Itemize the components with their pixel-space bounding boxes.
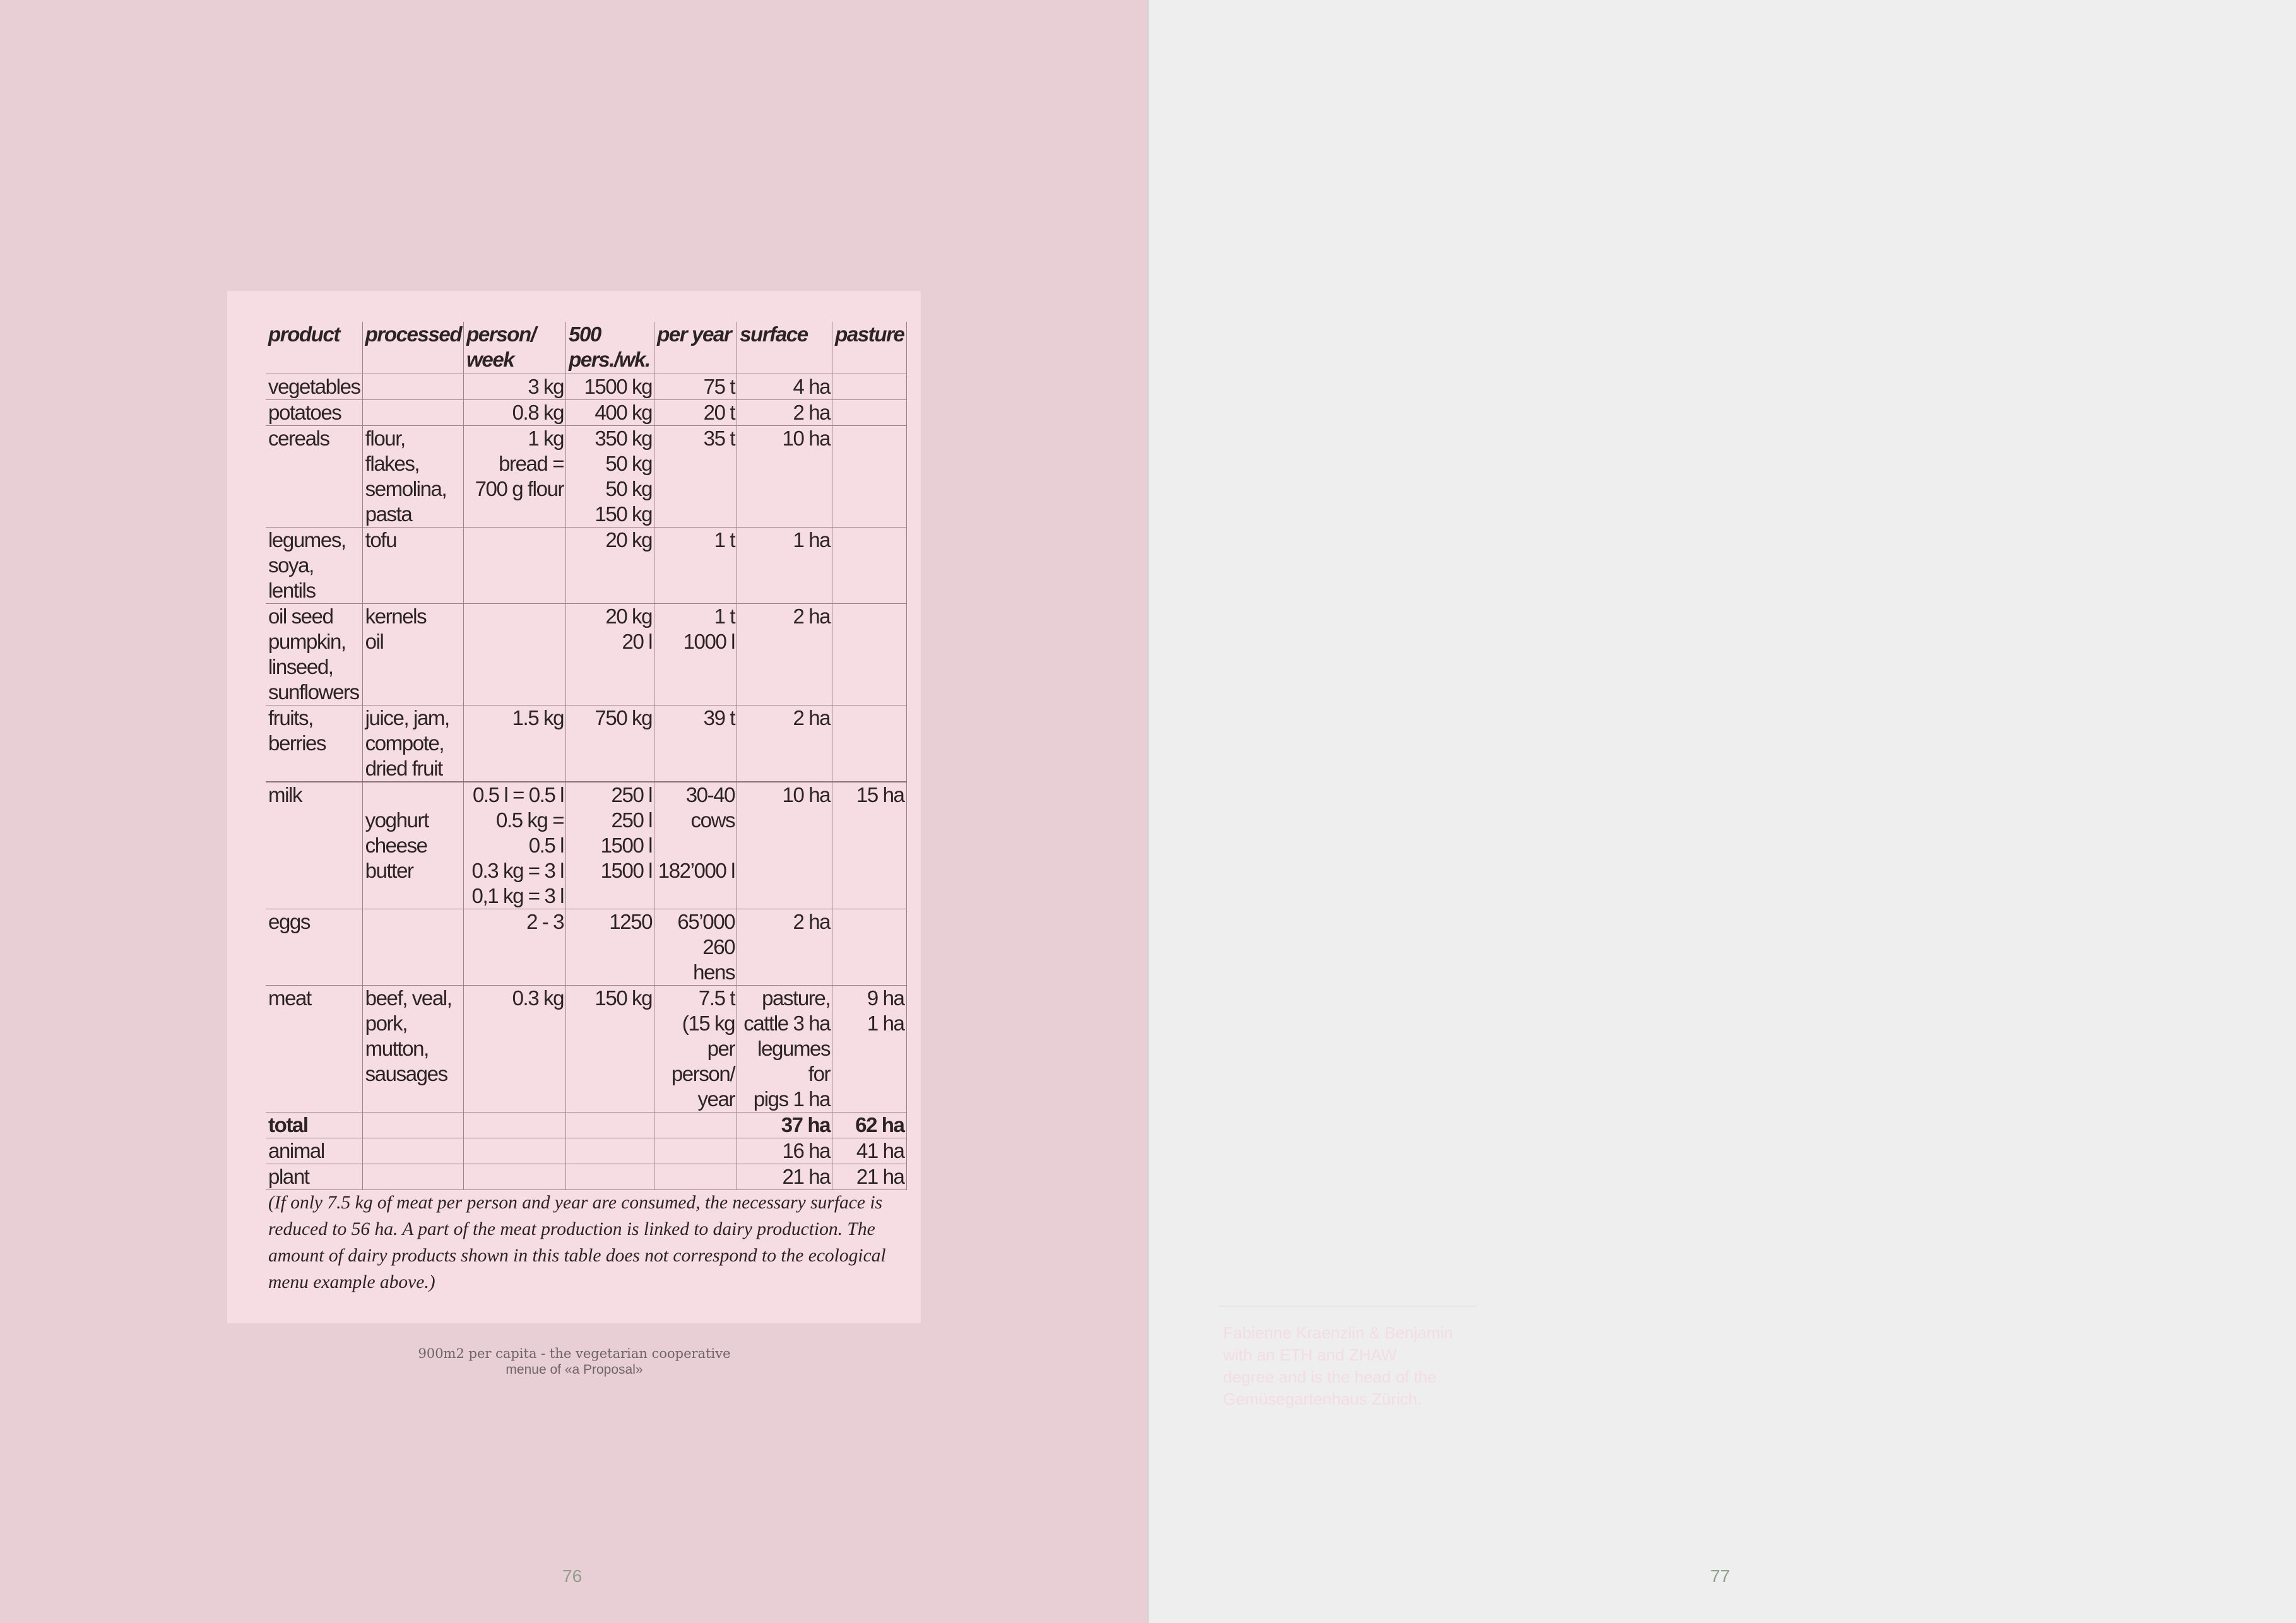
header-person-week: person/ week <box>464 322 566 374</box>
cell-person-week <box>464 1112 566 1138</box>
table-row-animal <box>266 1138 906 1164</box>
cell-person-week: 0.5 l = 0.5 l 0.5 kg = 0.5 l 0.3 kg = 3 l 0,1 kg = 3 l <box>464 782 566 909</box>
cell-product: animal <box>266 1138 362 1164</box>
cell-per-year: 35 t <box>654 426 737 528</box>
page-number-left: 76 <box>562 1566 583 1586</box>
cell-surface: 2 ha <box>737 705 832 782</box>
cell-surface: pasture, cattle 3 ha legumes for pigs 1 ha <box>737 986 832 1112</box>
cell-pasture <box>832 705 906 782</box>
header-pasture: pasture <box>832 322 906 374</box>
cell-per-year: 30-40 cows 182’000 l <box>654 782 737 909</box>
caption-line-1: 900m2 per capita - the vegetarian cooperative <box>418 1346 731 1361</box>
cell-500-persons: 350 kg 50 kg 50 kg 150 kg <box>566 426 654 528</box>
cell-per-year: 39 t <box>654 705 737 782</box>
left-page <box>0 0 1147 1623</box>
cell-500-persons: 750 kg <box>566 705 654 782</box>
table-row-total <box>266 1112 906 1138</box>
cell-person-week <box>464 528 566 604</box>
cell-per-year <box>654 1138 737 1164</box>
cell-product: fruits, berries <box>266 705 362 782</box>
cell-person-week: 3 kg <box>464 374 566 400</box>
cell-processed <box>362 1138 463 1164</box>
cell-product: oil seed pumpkin, linseed, sunflowers <box>266 604 362 705</box>
figure-caption <box>353 1345 795 1378</box>
cell-surface: 10 ha <box>737 426 832 528</box>
table-row-legumes <box>266 528 906 604</box>
cell-person-week: 0.3 kg <box>464 986 566 1112</box>
divider-rule <box>1218 1306 1477 1307</box>
cell-product: eggs <box>266 909 362 986</box>
cell-pasture <box>832 528 906 604</box>
cell-surface: 4 ha <box>737 374 832 400</box>
cell-product: meat <box>266 986 362 1112</box>
cell-500-persons: 150 kg <box>566 986 654 1112</box>
cell-processed <box>362 400 463 426</box>
cell-processed <box>362 1164 463 1190</box>
header-product: product <box>266 322 362 374</box>
cell-person-week: 2 - 3 <box>464 909 566 986</box>
cell-pasture <box>832 374 906 400</box>
table-row-potatoes <box>266 400 906 426</box>
table-row-fruits <box>266 705 906 782</box>
cell-500-persons: 1250 <box>566 909 654 986</box>
caption-line-2: menue of «a Proposal» <box>506 1362 643 1377</box>
cell-person-week <box>464 1164 566 1190</box>
table-card <box>227 291 921 1323</box>
faint-bio-text: Fabienne Kraenzlin & Benjamin with an ETH and ZHAW degree and is the head of the Gemüsegartenhaus Zürich. <box>1223 1323 1453 1408</box>
cell-per-year: 20 t <box>654 400 737 426</box>
cell-500-persons <box>566 1112 654 1138</box>
header-per-year: per year <box>654 322 737 374</box>
cell-person-week: 1.5 kg <box>464 705 566 782</box>
table-row-oil-seed <box>266 604 906 705</box>
cell-processed <box>362 909 463 986</box>
cell-surface: 21 ha <box>737 1164 832 1190</box>
cell-500-persons: 250 l 250 l 1500 l 1500 l <box>566 782 654 909</box>
cell-per-year: 1 t 1000 l <box>654 604 737 705</box>
cell-processed: yoghurt cheese butter <box>362 782 463 909</box>
cell-product: vegetables <box>266 374 362 400</box>
cell-per-year: 7.5 t (15 kg per person/ year <box>654 986 737 1112</box>
cell-surface: 2 ha <box>737 400 832 426</box>
cell-500-persons <box>566 1138 654 1164</box>
cell-surface: 2 ha <box>737 604 832 705</box>
cell-processed <box>362 1112 463 1138</box>
cell-product: cereals <box>266 426 362 528</box>
cell-product: total <box>266 1112 362 1138</box>
cell-per-year <box>654 1164 737 1190</box>
cell-product: plant <box>266 1164 362 1190</box>
cell-processed <box>362 374 463 400</box>
cell-pasture: 62 ha <box>832 1112 906 1138</box>
cell-pasture <box>832 909 906 986</box>
food-table <box>266 322 907 1190</box>
table-header-row <box>266 322 906 374</box>
cell-pasture <box>832 400 906 426</box>
cell-500-persons: 20 kg 20 l <box>566 604 654 705</box>
cell-surface: 16 ha <box>737 1138 832 1164</box>
cell-500-persons <box>566 1164 654 1190</box>
table-row-milk <box>266 782 906 909</box>
table-row-vegetables <box>266 374 906 400</box>
cell-product: legumes, soya, lentils <box>266 528 362 604</box>
cell-product: potatoes <box>266 400 362 426</box>
cell-500-persons: 20 kg <box>566 528 654 604</box>
table-footnote: (If only 7.5 kg of meat per person and year are consumed, the necessary surface is reduced to 56 ha. A part of the meat production is linked to dairy production. The amount of dairy products shown in this table does not correspond to the ecological menu example above.) <box>268 1193 886 1292</box>
header-500-persons-week: 500 pers./wk. <box>566 322 654 374</box>
cell-person-week <box>464 604 566 705</box>
cell-500-persons: 400 kg <box>566 400 654 426</box>
cell-processed: tofu <box>362 528 463 604</box>
page-number-right: 77 <box>1710 1566 1731 1586</box>
cell-processed: juice, jam, compote, dried fruit <box>362 705 463 782</box>
header-surface: surface <box>737 322 832 374</box>
cell-pasture: 9 ha 1 ha <box>832 986 906 1112</box>
cell-pasture: 15 ha <box>832 782 906 909</box>
cell-pasture <box>832 604 906 705</box>
cell-pasture: 41 ha <box>832 1138 906 1164</box>
cell-surface: 2 ha <box>737 909 832 986</box>
cell-per-year: 1 t <box>654 528 737 604</box>
table-row-eggs <box>266 909 906 986</box>
cell-processed: kernels oil <box>362 604 463 705</box>
cell-person-week: 0.8 kg <box>464 400 566 426</box>
cell-500-persons: 1500 kg <box>566 374 654 400</box>
table-row-plant <box>266 1164 906 1190</box>
table-row-cereals <box>266 426 906 528</box>
cell-product: milk <box>266 782 362 909</box>
header-processed: processed <box>362 322 463 374</box>
cell-pasture <box>832 426 906 528</box>
cell-surface: 1 ha <box>737 528 832 604</box>
cell-per-year <box>654 1112 737 1138</box>
cell-processed: flour, flakes, semolina, pasta <box>362 426 463 528</box>
cell-surface: 37 ha <box>737 1112 832 1138</box>
cell-person-week <box>464 1138 566 1164</box>
table-row-meat <box>266 986 906 1112</box>
cell-per-year: 75 t <box>654 374 737 400</box>
cell-person-week: 1 kg bread = 700 g flour <box>464 426 566 528</box>
cell-per-year: 65’000 260 hens <box>654 909 737 986</box>
cell-surface: 10 ha <box>737 782 832 909</box>
cell-processed: beef, veal, pork, mutton, sausages <box>362 986 463 1112</box>
cell-pasture: 21 ha <box>832 1164 906 1190</box>
